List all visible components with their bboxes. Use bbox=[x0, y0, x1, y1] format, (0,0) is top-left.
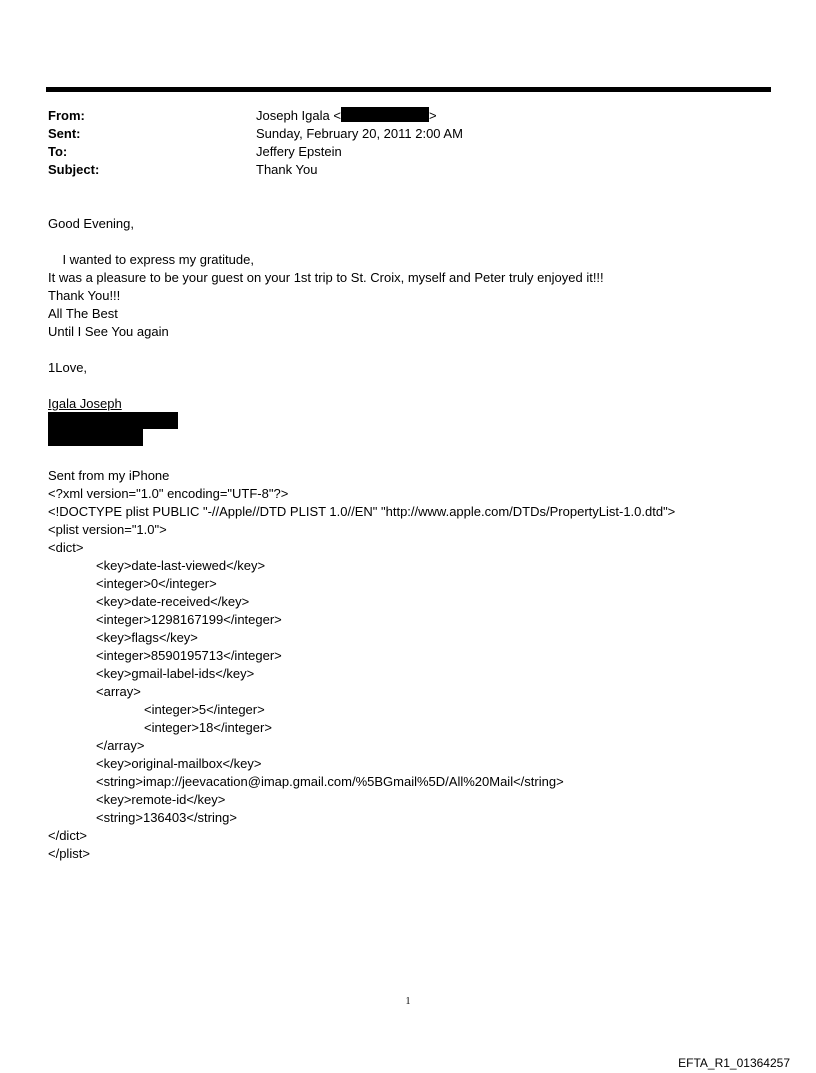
page-number: 1 bbox=[405, 996, 411, 1007]
sent-from-line: Sent from my iPhone bbox=[48, 468, 170, 483]
from-name: Joseph Igala < bbox=[256, 108, 341, 123]
body-line: I wanted to express my gratitude, bbox=[48, 252, 254, 267]
plist-line: <integer>18</integer> bbox=[144, 720, 272, 735]
plist-line: </dict> bbox=[48, 828, 88, 843]
body-line: All The Best bbox=[48, 306, 118, 321]
to-label: To: bbox=[48, 144, 68, 159]
redaction-block bbox=[48, 412, 178, 429]
plist-line: <key>date-received</key> bbox=[96, 594, 250, 609]
plist-line: <key>original-mailbox</key> bbox=[96, 756, 262, 771]
plist-line: <key>flags</key> bbox=[96, 630, 198, 645]
subject-label: Subject: bbox=[48, 162, 100, 177]
from-close: > bbox=[428, 108, 437, 123]
from-value bbox=[256, 107, 437, 125]
plist-line: <!DOCTYPE plist PUBLIC "-//Apple//DTD PLIST 1.0//EN" "http://www.apple.com/DTDs/PropertyList-1.0.dtd"> bbox=[48, 504, 676, 519]
plist-line: <key>remote-id</key> bbox=[96, 792, 226, 807]
to-value: Jeffery Epstein bbox=[256, 144, 342, 159]
plist-line: <integer>0</integer> bbox=[96, 576, 217, 591]
body-line: Thank You!!! bbox=[48, 288, 121, 303]
signoff: 1Love, bbox=[48, 360, 88, 375]
redaction-block bbox=[341, 107, 429, 122]
plist-line: <key>gmail-label-ids</key> bbox=[96, 666, 255, 681]
signature-name: Igala Joseph bbox=[48, 396, 122, 411]
body-line: Until I See You again bbox=[48, 324, 169, 339]
plist-line: <dict> bbox=[48, 540, 84, 555]
plist-line: <string>136403</string> bbox=[96, 810, 237, 825]
redaction-block bbox=[48, 429, 143, 446]
greeting: Good Evening, bbox=[48, 216, 135, 231]
plist-line: <integer>5</integer> bbox=[144, 702, 265, 717]
plist-line: <string>imap://jeevacation@imap.gmail.com/%5BGmail%5D/All%20Mail</string> bbox=[96, 774, 564, 789]
document-id: EFTA_R1_01364257 bbox=[678, 1056, 790, 1070]
plist-line: <?xml version="1.0" encoding="UTF-8"?> bbox=[48, 486, 289, 501]
plist-line: <integer>1298167199</integer> bbox=[96, 612, 282, 627]
plist-line: <integer>8590195713</integer> bbox=[96, 648, 282, 663]
body-line: It was a pleasure to be your guest on your 1st trip to St. Croix, myself and Peter truly enjoyed it!!! bbox=[48, 270, 604, 285]
subject-value: Thank You bbox=[256, 162, 318, 177]
plist-line: </array> bbox=[96, 738, 145, 753]
plist-line: <array> bbox=[96, 684, 141, 699]
from-label: From: bbox=[48, 108, 85, 123]
plist-line: <plist version="1.0"> bbox=[48, 522, 167, 537]
plist-line: </plist> bbox=[48, 846, 90, 861]
sent-value: Sunday, February 20, 2011 2:00 AM bbox=[256, 126, 463, 141]
header-divider bbox=[46, 87, 771, 92]
plist-line: <key>date-last-viewed</key> bbox=[96, 558, 266, 573]
sent-label: Sent: bbox=[48, 126, 81, 141]
